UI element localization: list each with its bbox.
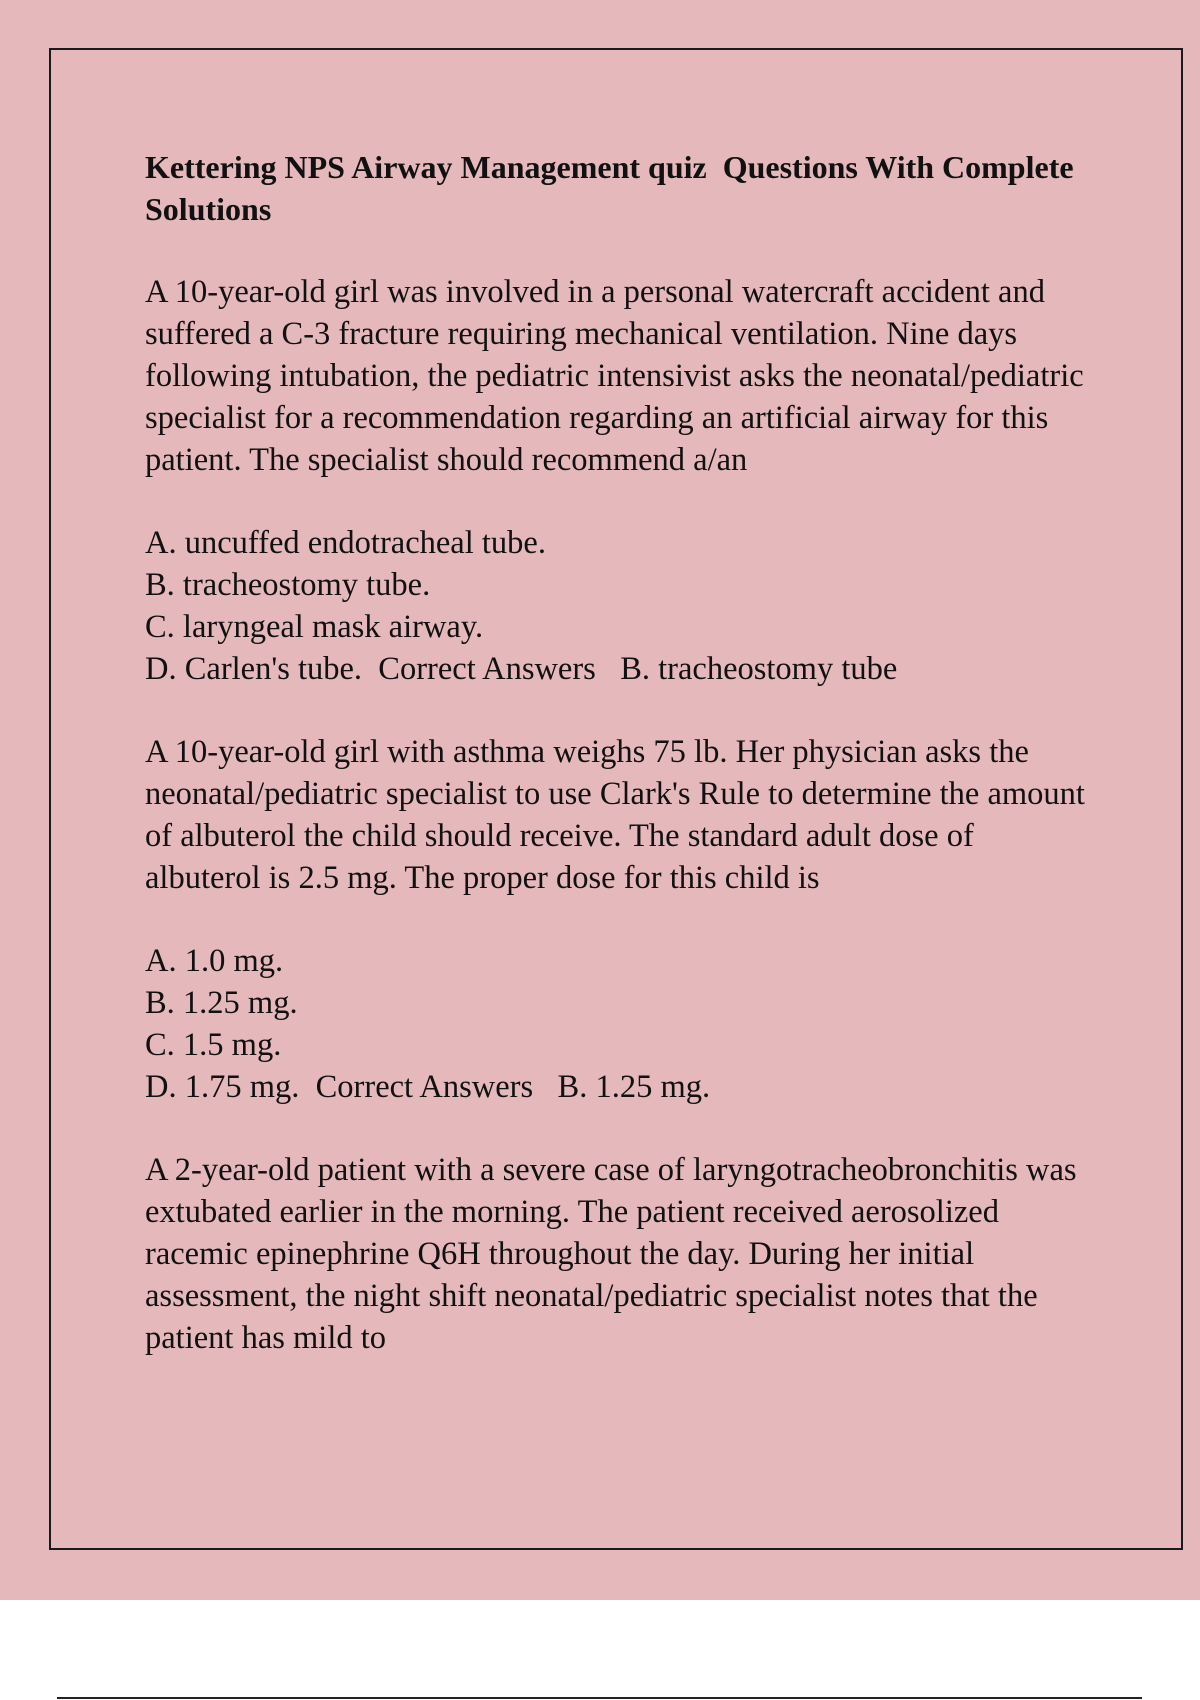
question-1-option-c: C. laryngeal mask airway. — [145, 609, 484, 645]
question-1-stem: A 10-year-old girl was involved in a personal watercraft accident and suffered a C-3 fracture requiring mechanical ventilation. Nine days following intubation, the pediatric intensivist asks the neonatal/pediatric specialist for a recommendation regarding an artificial airway for this patient. The specialist should recommend a/an — [145, 274, 1092, 478]
question-1-option-b: B. tracheostomy tube. — [145, 567, 431, 603]
question-2-option-c: C. 1.5 mg. — [145, 1027, 282, 1063]
document-title: Kettering NPS Airway Management quiz Questions With Complete Solutions — [145, 149, 1082, 227]
question-2-options — [145, 940, 1090, 1108]
question-2-option-d-answer: D. 1.75 mg. Correct Answers B. 1.25 mg. — [145, 1069, 711, 1105]
footer-divider — [57, 1697, 1142, 1699]
question-2-option-a: A. 1.0 mg. — [145, 943, 284, 979]
question-2-option-b: B. 1.25 mg. — [145, 985, 298, 1021]
question-2-stem: A 10-year-old girl with asthma weighs 75 lb. Her physician asks the neonatal/pediatric specialist to use Clark's Rule to determine the amount of albuterol the child should receive. The standard adult dose of albuterol is 2.5 mg. The proper dose for this child is — [145, 734, 1094, 896]
document-content — [145, 146, 1094, 1400]
question-1-options — [145, 522, 1090, 690]
question-3-stem: A 2-year-old patient with a severe case of laryngotracheobronchitis was extubated earlier in the morning. The patient received aerosolized racemic epinephrine Q6H throughout the day. During her initial assessment, the night shift neonatal/pediatric specialist notes that the patient has mild to — [145, 1152, 1085, 1356]
question-1-option-a: A. uncuffed endotracheal tube. — [145, 525, 546, 561]
question-1-option-d-answer: D. Carlen's tube. Correct Answers B. tracheostomy tube — [145, 651, 898, 687]
